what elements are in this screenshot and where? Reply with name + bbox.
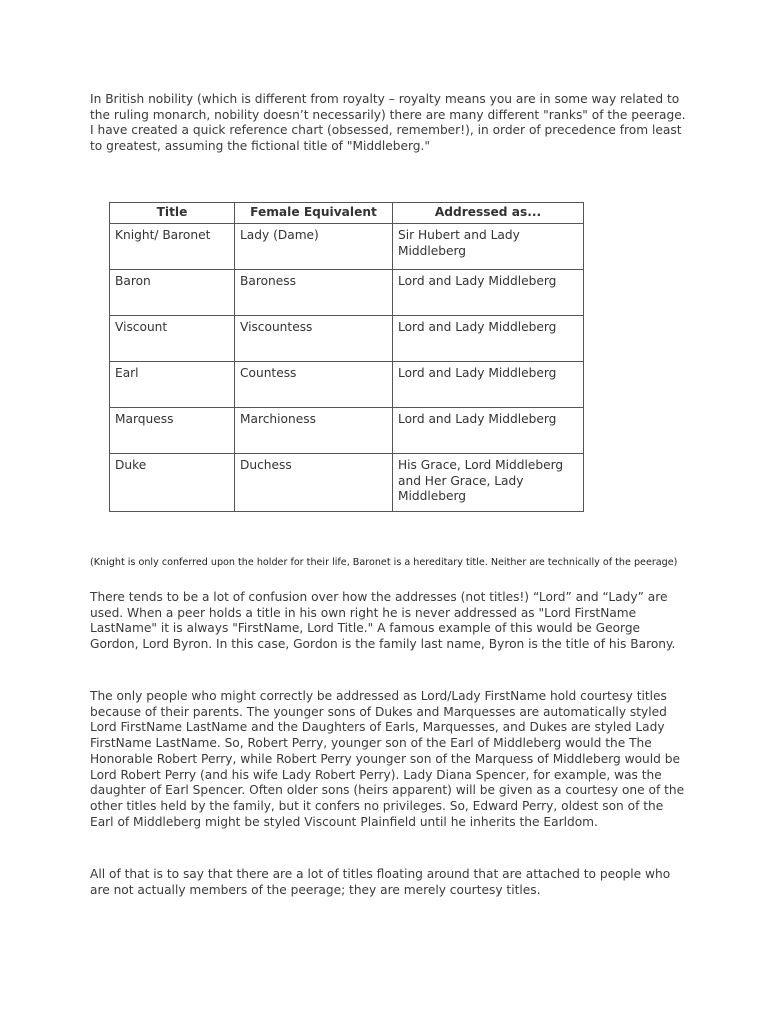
- intro-paragraph-1: In British nobility (which is different from royalty – royalty means you are in some way related to the ruling monarch, nobility doesn’t necessarily) there are many different "ranks" of the peerage.: [90, 92, 686, 122]
- table-row: [110, 408, 584, 454]
- body-paragraph-2: The only people who might correctly be addressed as Lord/Lady FirstName hold courtesy titles because of their parents. The younger sons of Dukes and Marquesses are automatically styled Lord FirstName LastName and the Daughters of Earls, Marquesses, and Dukes are styled Lady FirstName LastName. So, Robert Perry, younger son of the Earl of Middleberg would the The Honorable Robert Perry, while Robert Perry younger son of the Marquess of Middleberg would be Lord Robert Perry (and his wife Lady Robert Perry). Lady Diana Spencer, for example, was the daughter of Earl Spencer. Often older sons (heirs apparent) will be given as a courtesy one of the other titles held by the family, but it confers no privileges. So, Edward Perry, oldest son of the Earl of Middleberg might be styled Viscount Plainfield until he inherits the Earldom.: [90, 689, 685, 829]
- body-paragraph-3: All of that is to say that there are a lot of titles floating around that are attached to people who are not actually members of the peerage; they are merely courtesy titles.: [90, 867, 671, 897]
- cell-addressed-as: Lord and Lady Middleberg: [393, 408, 584, 454]
- table-row: [110, 316, 584, 362]
- table-header-row: [110, 203, 584, 224]
- document-page: [90, 92, 690, 897]
- header-female-equivalent: Female Equivalent: [235, 203, 393, 224]
- cell-female-equivalent: Countess: [235, 362, 393, 408]
- table-row: [110, 454, 584, 512]
- cell-female-equivalent: Lady (Dame): [235, 224, 393, 270]
- cell-addressed-as: Lord and Lady Middleberg: [393, 362, 584, 408]
- cell-addressed-as: Lord and Lady Middleberg: [393, 316, 584, 362]
- cell-title: Earl: [110, 362, 235, 408]
- cell-title: Viscount: [110, 316, 235, 362]
- cell-addressed-as: Lord and Lady Middleberg: [393, 270, 584, 316]
- cell-title: Marquess: [110, 408, 235, 454]
- header-addressed-as: Addressed as...: [393, 203, 584, 224]
- table-row: [110, 362, 584, 408]
- table-row: [110, 224, 584, 270]
- cell-addressed-as: Sir Hubert and Lady Middleberg: [393, 224, 584, 270]
- intro-paragraph-2: I have created a quick reference chart (obsessed, remember!), in order of precedence from least to greatest, assuming the fictional title of "Middleberg.": [90, 123, 682, 154]
- cell-title: Duke: [110, 454, 235, 512]
- table-row: [110, 270, 584, 316]
- cell-female-equivalent: Marchioness: [235, 408, 393, 454]
- peerage-ranks-table: [109, 202, 584, 512]
- header-title: Title: [110, 203, 235, 224]
- table-footnote: (Knight is only conferred upon the holder for their life, Baronet is a hereditary title. Neither are technically of the peerage): [90, 556, 678, 568]
- body-paragraph-1: There tends to be a lot of confusion over how the addresses (not titles!) “Lord” and “Lady” are used. When a peer holds a title in his own right he is never addressed as "Lord FirstName LastName" it is always "FirstName, Lord Title." A famous example of this would be George Gordon, Lord Byron. In this case, Gordon is the family last name, Byron is the title of his Barony.: [90, 590, 676, 652]
- cell-title: Baron: [110, 270, 235, 316]
- cell-title: Knight/ Baronet: [110, 224, 235, 270]
- cell-addressed-as: His Grace, Lord Middleberg and Her Grace, Lady Middleberg: [393, 454, 584, 512]
- cell-female-equivalent: Viscountess: [235, 316, 393, 362]
- cell-female-equivalent: Baroness: [235, 270, 393, 316]
- cell-female-equivalent: Duchess: [235, 454, 393, 512]
